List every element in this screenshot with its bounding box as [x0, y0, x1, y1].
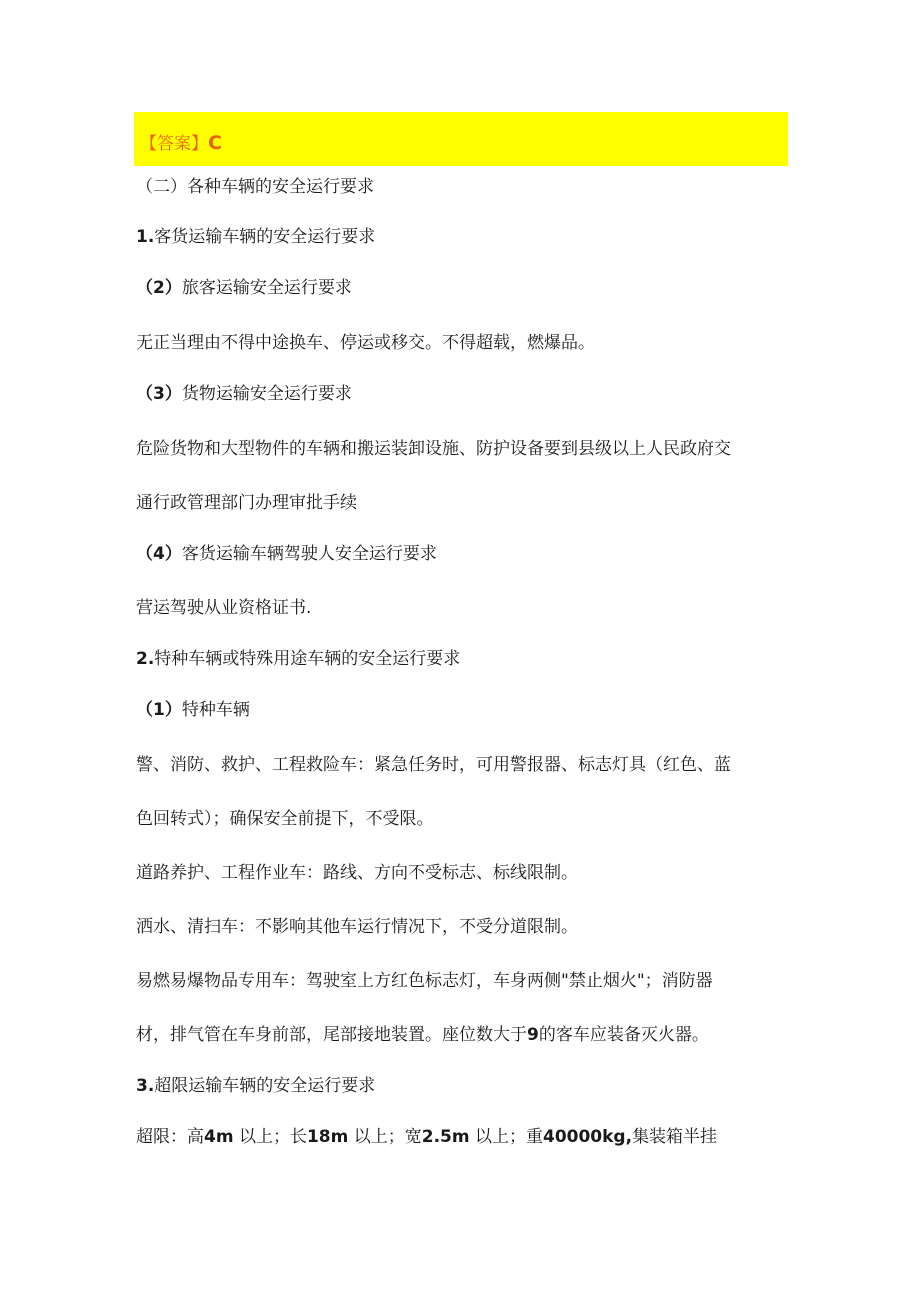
subheading-driver-requirements [136, 543, 437, 565]
seat-count-number: 9 [527, 1025, 539, 1045]
line-text: 客货运输车辆驾驶人安全运行要求 [181, 544, 437, 564]
item-number: 1. [136, 227, 155, 247]
subheading-passenger-transport [136, 277, 352, 299]
section-heading-vehicle-requirements [136, 176, 374, 198]
line-text: 危险货物和大型物件的车辆和搬运装卸设施、防护设备要到县级以上人民政府交 [136, 439, 731, 459]
item-number: （4） [136, 544, 182, 564]
subheading-passenger-cargo [136, 226, 375, 248]
line-text: 特种车辆或特殊用途车辆的安全运行要求 [154, 649, 461, 669]
line-text: 通行政管理部门办理审批手续 [136, 493, 357, 513]
answer-label: 【答案】 [140, 134, 208, 154]
line-text: 超限运输车辆的安全运行要求 [154, 1076, 376, 1096]
item-number: （3） [136, 384, 182, 404]
line-text: 洒水、清扫车：不影响其他车运行情况下，不受分道限制。 [136, 917, 578, 937]
paragraph-oversize-limits [136, 1126, 717, 1148]
height-limit: 4m [204, 1127, 234, 1147]
subheading-cargo-transport [136, 383, 352, 405]
line-text: 的客车应装备灭火器。 [538, 1025, 709, 1045]
line-text: 色回转式）；确保安全前提下，不受限。 [136, 809, 434, 829]
answer-highlight-box [134, 112, 788, 166]
weight-limit: 40000kg, [542, 1127, 633, 1147]
line-text: 以上；重 [474, 1127, 543, 1147]
line-text: 营运驾驶从业资格证书. [136, 598, 312, 618]
item-number: （1） [136, 700, 182, 720]
width-limit: 2.5m [421, 1127, 470, 1147]
line-text: 易燃易爆物品专用车：驾驶室上方红色标志灯，车身两侧"禁止烟火"；消防器 [136, 971, 713, 991]
line-text: 旅客运输安全运行要求 [181, 278, 352, 298]
line-text: 超限：高 [136, 1127, 204, 1147]
line-text: （二）各种车辆的安全运行要求 [136, 177, 374, 197]
line-text: 无正当理由不得中途换车、停运或移交。不得超载，燃爆品。 [136, 333, 595, 353]
line-text: 材，排气管在车身前部，尾部接地装置。座位数大于 [136, 1025, 527, 1045]
answer-value: C [208, 132, 222, 154]
item-number: （2） [136, 278, 182, 298]
paragraph-emergency-vehicles-line2 [136, 808, 434, 830]
line-text: 货物运输安全运行要求 [181, 384, 352, 404]
paragraph-dangerous-goods-line1 [136, 438, 731, 460]
paragraph-driver-certificate [136, 597, 311, 619]
line-text: 客货运输车辆的安全运行要求 [154, 227, 376, 247]
line-text: 特种车辆 [181, 700, 250, 720]
line-text: 道路养护、工程作业车：路线、方向不受标志、标线限制。 [136, 863, 578, 883]
line-text: 以上；长 [238, 1127, 307, 1147]
paragraph-passenger-rules [136, 332, 595, 354]
paragraph-emergency-vehicles-line1 [136, 754, 731, 776]
subheading-oversize-vehicles [136, 1075, 375, 1097]
line-text: 集装箱半挂 [632, 1127, 718, 1147]
answer-line [140, 132, 222, 155]
length-limit: 18m [306, 1127, 349, 1147]
paragraph-road-maintenance [136, 862, 578, 884]
paragraph-dangerous-goods-line2 [136, 492, 357, 514]
item-number: 2. [136, 649, 155, 669]
subheading-special-vehicles [136, 648, 460, 670]
line-text: 以上；宽 [353, 1127, 422, 1147]
paragraph-flammable-vehicles-line2 [136, 1024, 709, 1046]
paragraph-flammable-vehicles-line1 [136, 970, 713, 992]
paragraph-sprinkler-sweeper [136, 916, 578, 938]
line-text: 警、消防、救护、工程救险车：紧急任务时，可用警报器、标志灯具（红色、蓝 [136, 755, 731, 775]
subheading-special-vehicle-types [136, 699, 250, 721]
item-number: 3. [136, 1076, 155, 1096]
